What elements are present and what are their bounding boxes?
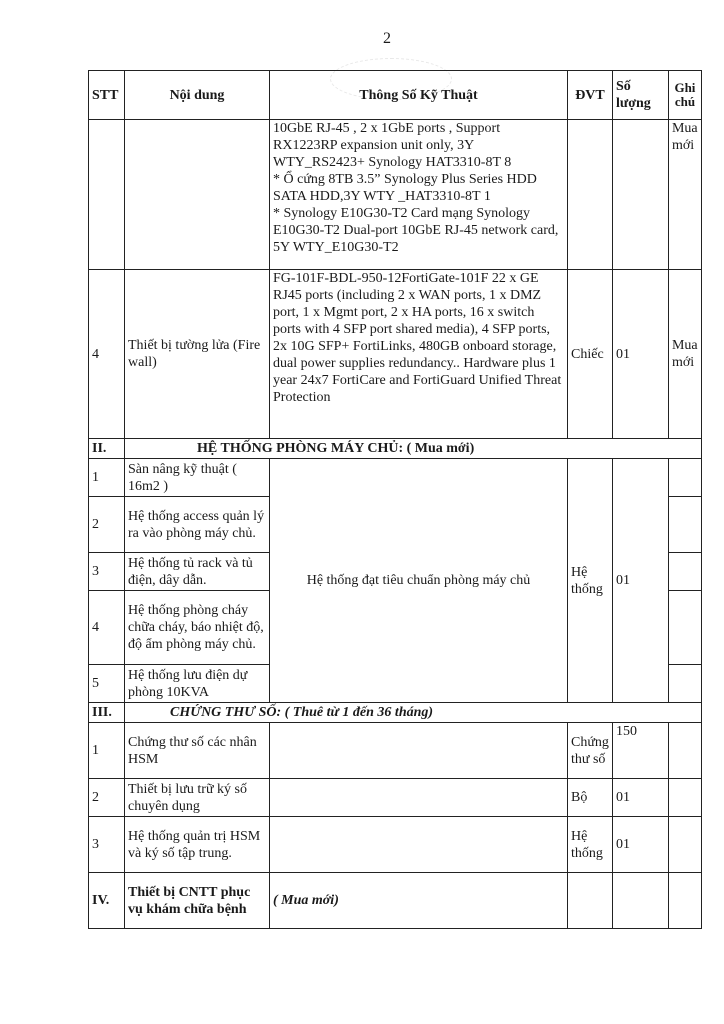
cell-ghi-chu: Mua mới	[668, 120, 701, 270]
cell-noi-dung: Hệ thống phòng cháy chữa cháy, báo nhiệt độ, độ ẩm phòng máy chủ.	[125, 591, 270, 665]
cell-so-luong: 01	[612, 817, 668, 873]
cell-spec	[270, 723, 568, 779]
section-title: CHỨNG THƯ SỐ: ( Thuê từ 1 đến 36 tháng)	[125, 703, 702, 723]
cell-stt: 3	[89, 817, 125, 873]
cell-dvt: Hệ thống	[568, 817, 613, 873]
cell-noi-dung: Hệ thống access quản lý ra vào phòng máy chủ.	[125, 497, 270, 553]
header-so-luong: Số lượng	[612, 71, 668, 120]
section-row	[89, 703, 702, 723]
cell-noi-dung: Hệ thống quản trị HSM và ký số tập trung.	[125, 817, 270, 873]
cell-dvt: Chiếc	[568, 270, 613, 439]
cell-noi-dung: Hệ thống lưu điện dự phòng 10KVA	[125, 665, 270, 703]
cell-so-luong: 01	[612, 270, 668, 439]
cell-ghi-chu	[668, 779, 701, 817]
table-row	[89, 723, 702, 779]
cell-ghi-chu	[668, 873, 701, 929]
cell-stt	[89, 120, 125, 270]
cell-stt: 1	[89, 723, 125, 779]
cell-noi-dung: Thiết bị tường lửa (Fire wall)	[125, 270, 270, 439]
cell-spec: Hệ thống đạt tiêu chuẩn phòng máy chủ	[270, 459, 568, 703]
cell-so-luong: 01	[612, 459, 668, 703]
cell-noi-dung: Thiết bị lưu trữ ký số chuyên dụng	[125, 779, 270, 817]
cell-so-luong	[612, 120, 668, 270]
cell-ghi-chu	[668, 459, 701, 497]
cell-spec: 10GbE RJ-45 , 2 x 1GbE ports , Support RX1223RP expansion unit only, 3Y WTY_RS2423+ Synology HAT3310-8T 8 * Ổ cứng 8TB 3.5” Synology Plus Series HDD SATA HDD,3Y WTY _HAT3310-8T 1 * Synology E10G30-T2 Card mạng Synology E10G30-T2 Dual-port 10GbE RJ-45 network card, 5Y WTY_E10G30-T2	[270, 120, 568, 270]
cell-noi-dung: Hệ thống tủ rack và tủ điện, dây dẫn.	[125, 553, 270, 591]
page-number: 2	[383, 30, 391, 47]
cell-spec	[270, 779, 568, 817]
cell-ghi-chu	[668, 591, 701, 665]
table-header-row	[89, 71, 702, 120]
header-stt: STT	[89, 71, 125, 120]
cell-ghi-chu	[668, 553, 701, 591]
cell-stt: 1	[89, 459, 125, 497]
cell-noi-dung	[125, 120, 270, 270]
cell-stt: 4	[89, 591, 125, 665]
cell-ghi-chu	[668, 665, 701, 703]
cell-stt: 2	[89, 497, 125, 553]
cell-ghi-chu	[668, 497, 701, 553]
cell-stt: 4	[89, 270, 125, 439]
cell-dvt	[568, 120, 613, 270]
cell-dvt: Hệ thống	[568, 459, 613, 703]
section-title: HỆ THỐNG PHÒNG MÁY CHỦ: ( Mua mới)	[125, 439, 702, 459]
cell-noi-dung: Sàn nâng kỹ thuật ( 16m2 )	[125, 459, 270, 497]
table-row	[89, 817, 702, 873]
header-ghi-chu: Ghi chú	[668, 71, 701, 120]
cell-ghi-chu	[668, 723, 701, 779]
section-stt: III.	[89, 703, 125, 723]
cell-so-luong	[612, 873, 668, 929]
cell-stt: 2	[89, 779, 125, 817]
cell-dvt: Chứng thư số	[568, 723, 613, 779]
cell-noi-dung: Chứng thư số các nhân HSM	[125, 723, 270, 779]
cell-stt: 5	[89, 665, 125, 703]
table-row	[89, 459, 702, 497]
header-thong-so: Thông Số Kỹ Thuật	[270, 71, 568, 120]
header-noi-dung: Nội dung	[125, 71, 270, 120]
section-stt: II.	[89, 439, 125, 459]
cell-ghi-chu: Mua mới	[668, 270, 701, 439]
section-row	[89, 873, 702, 929]
table-row	[89, 120, 702, 270]
cell-ghi-chu	[668, 817, 701, 873]
cell-spec: FG-101F-BDL-950-12FortiGate-101F 22 x GE RJ45 ports (including 2 x WAN ports, 1 x DMZ port, 1 x Mgmt port, 2 x HA ports, 16 x switch ports with 4 SFP port shared media), 4 SFP ports, 2x 10G SFP+ FortiLinks, 480GB onboard storage, dual power supplies redundancy.. Hardware plus 1 year 24x7 FortiCare and FortiGuard Unified Threat Protection	[270, 270, 568, 439]
cell-noi-dung: Thiết bị CNTT phục vụ khám chữa bệnh	[125, 873, 270, 929]
header-dvt: ĐVT	[568, 71, 613, 120]
specification-table	[88, 70, 702, 929]
cell-stt: 3	[89, 553, 125, 591]
section-stt: IV.	[89, 873, 125, 929]
cell-spec: ( Mua mới)	[270, 873, 568, 929]
table-row	[89, 270, 702, 439]
cell-so-luong: 01	[612, 779, 668, 817]
cell-so-luong: 150	[612, 723, 668, 779]
cell-dvt: Bộ	[568, 779, 613, 817]
cell-dvt	[568, 873, 613, 929]
section-row	[89, 439, 702, 459]
table-row	[89, 779, 702, 817]
cell-spec	[270, 817, 568, 873]
